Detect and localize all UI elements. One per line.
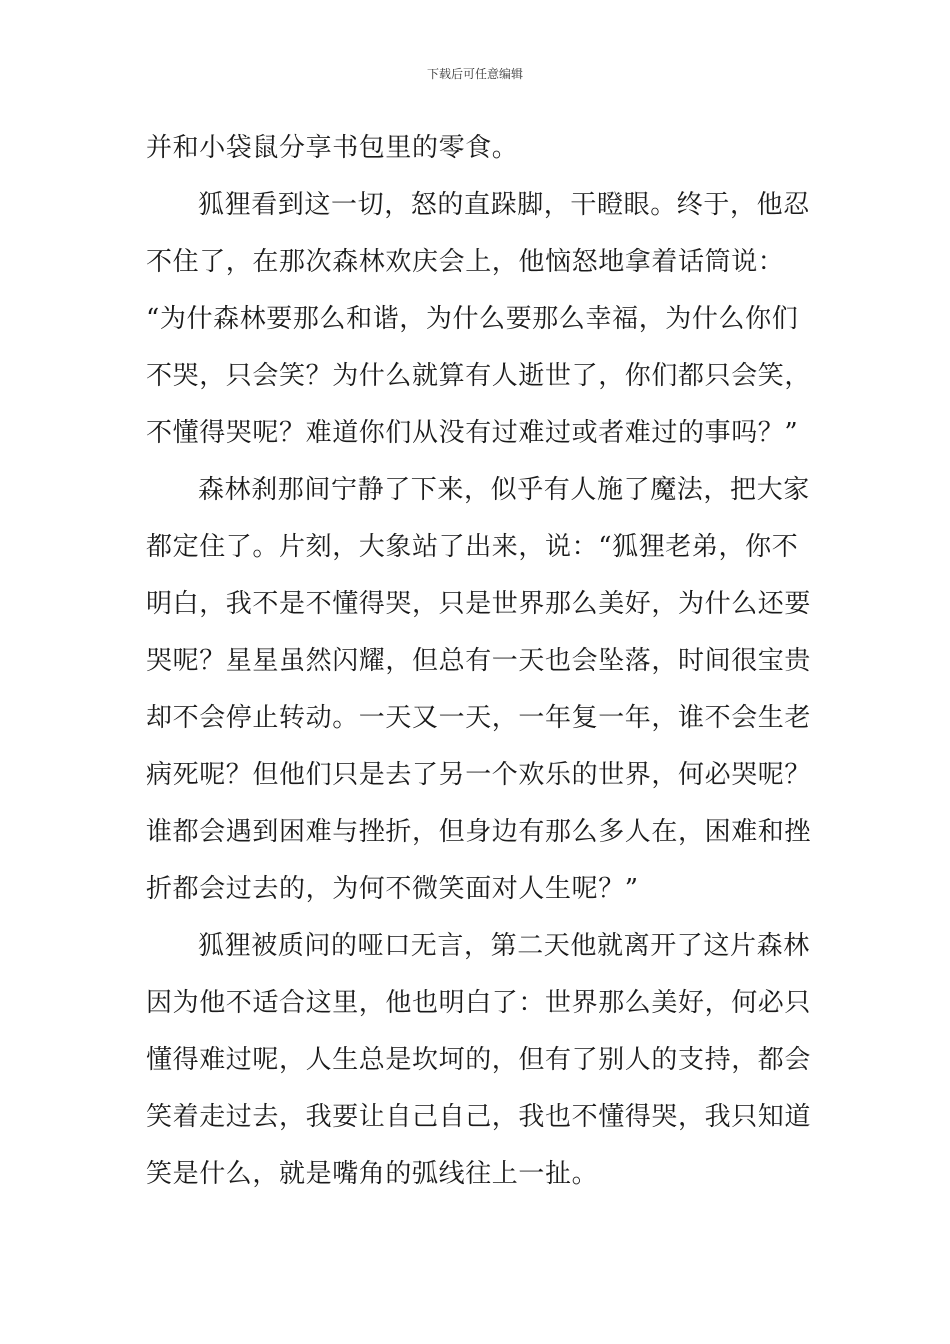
text-line: 笑是什么，就是嘴角的弧线往上一扯。	[146, 1159, 599, 1189]
text-line: 狐狸被质问的哑口无言，第二天他就离开了这片森林	[198, 931, 810, 961]
text-line: “为什森林要那么和谐，为什么要那么幸福，为什么你们	[146, 304, 799, 334]
body-text	[146, 120, 810, 1203]
text-line: 因为他不适合这里，他也明白了：世界那么美好，何必只	[146, 988, 812, 1018]
text-line: 懂得难过呢，人生总是坎坷的，但有了别人的支持，都会	[146, 1045, 812, 1075]
text-line: 折都会过去的，为何不微笑面对人生呢？”	[146, 874, 639, 904]
text-line: 哭呢？星星虽然闪耀，但总有一天也会坠落，时间很宝贵	[146, 646, 812, 676]
text-line: 并和小袋鼠分享书包里的零食。	[146, 133, 519, 163]
text-line: 都定住了。片刻，大象站了出来，说：“狐狸老弟，你不	[146, 532, 799, 562]
text-line: 明白，我不是不懂得哭，只是世界那么美好，为什么还要	[146, 589, 812, 619]
text-line: 森林刹那间宁静了下来，似乎有人施了魔法，把大家	[198, 475, 810, 505]
text-line: 病死呢？但他们只是去了另一个欢乐的世界，何必哭呢？	[146, 760, 812, 790]
text-line: 谁都会遇到困难与挫折，但身边有那么多人在，困难和挫	[146, 817, 812, 847]
text-line: 不懂得哭呢？难道你们从没有过难过或者难过的事吗？”	[146, 418, 799, 448]
text-line: 笑着走过去，我要让自己自己，我也不懂得哭，我只知道	[146, 1102, 812, 1132]
text-line: 不住了，在那次森林欢庆会上，他恼怒地拿着话筒说：	[146, 247, 785, 277]
text-line: 却不会停止转动。一天又一天，一年复一年，谁不会生老	[146, 703, 812, 733]
text-line: 不哭，只会笑？为什么就算有人逝世了，你们都只会笑，	[146, 361, 812, 391]
page-header: 下载后可任意编辑	[426, 67, 523, 81]
text-line: 狐狸看到这一切，怒的直跺脚，干瞪眼。终于，他忍	[198, 190, 810, 220]
